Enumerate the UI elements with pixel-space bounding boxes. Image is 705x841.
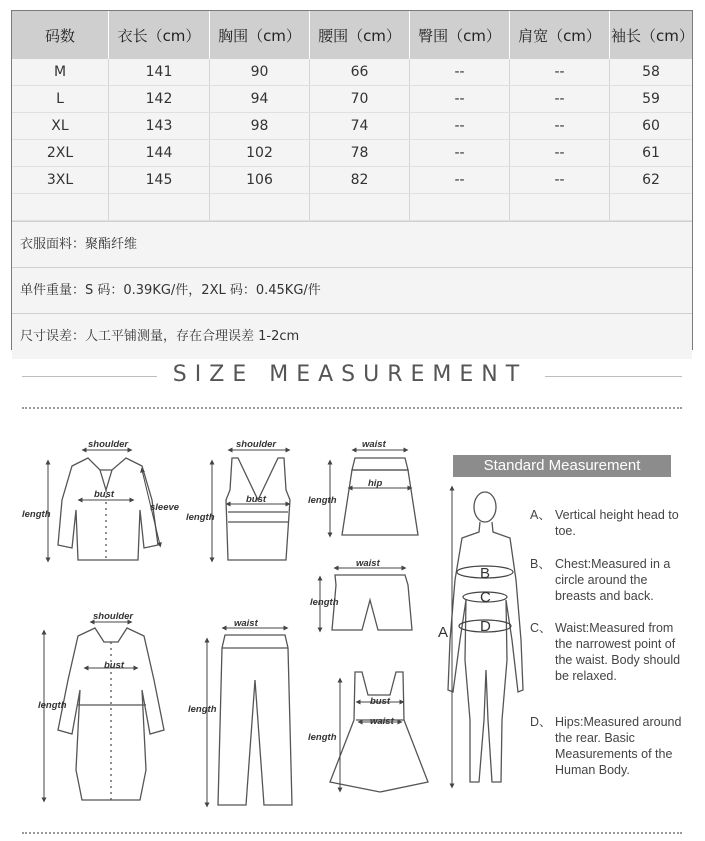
blouse-shoulder-label: shoulder <box>88 439 129 450</box>
col-header-sleeve: 袖长（cm） <box>610 11 693 59</box>
col-header-shoulder: 肩宽（cm） <box>510 11 610 59</box>
table-cell: 60 <box>610 113 693 140</box>
table-cell: 98 <box>210 113 310 140</box>
table-cell: -- <box>510 140 610 167</box>
standard-item-d <box>530 714 690 778</box>
dress-length-label: length <box>308 732 337 743</box>
table-cell: L <box>12 86 109 113</box>
coat-drawing <box>58 628 164 800</box>
section-heading: SIZE MEASUREMENT <box>172 362 528 387</box>
body-figure-drawing <box>448 492 523 782</box>
trousers-drawing <box>218 635 292 805</box>
standard-item-letter: C、 <box>530 621 552 635</box>
table-cell: 142 <box>109 86 210 113</box>
col-header-waist: 腰围（cm） <box>310 11 410 59</box>
table-cell: 106 <box>210 167 310 194</box>
table-cell: -- <box>410 59 510 86</box>
tank-bust-label: bust <box>246 494 267 505</box>
table-cell: 59 <box>610 86 693 113</box>
col-header-bust: 胸围（cm） <box>210 11 310 59</box>
table-cell: 3XL <box>12 167 109 194</box>
table-cell: 58 <box>610 59 693 86</box>
trousers-waist-label: waist <box>234 618 258 629</box>
table-cell: 78 <box>310 140 410 167</box>
table-cell: -- <box>410 86 510 113</box>
skirt-length-label: length <box>308 495 337 506</box>
table-cell: -- <box>510 167 610 194</box>
table-cell: 82 <box>310 167 410 194</box>
table-cell: 145 <box>109 167 210 194</box>
standard-item-text: Chest:Measured in a circle around the breasts and back. <box>555 557 671 603</box>
dress-drawing <box>330 672 428 792</box>
error-note: 尺寸误差：人工平铺测量，存在合理误差 1-2cm <box>12 313 692 359</box>
skirt-drawing <box>342 458 418 535</box>
table-cell: 102 <box>210 140 310 167</box>
blouse-sleeve-label: sleeve <box>150 502 180 513</box>
standard-item-text: Hips:Measured around the rear. Basic Measurements of the Human Body. <box>555 715 682 777</box>
table-cell: 2XL <box>12 140 109 167</box>
blouse-bust-label: bust <box>94 489 115 500</box>
tank-top-drawing <box>226 458 290 560</box>
table-cell: 141 <box>109 59 210 86</box>
fabric-note: 衣服面料：聚酯纤维 <box>12 221 692 267</box>
tank-shoulder-label: shoulder <box>236 439 277 450</box>
body-letter-c: C <box>480 589 491 606</box>
standard-item-c <box>530 620 690 684</box>
standard-measurement-title: Standard Measurement <box>453 455 671 477</box>
coat-length-label: length <box>38 700 67 711</box>
table-cell: 70 <box>310 86 410 113</box>
table-cell: -- <box>510 113 610 140</box>
col-header-hip: 臀围（cm） <box>410 11 510 59</box>
standard-item-letter: A、 <box>530 508 551 522</box>
coat-bust-label: bust <box>104 660 125 671</box>
standard-item-letter: B、 <box>530 557 551 571</box>
skirt-waist-label: waist <box>362 439 386 450</box>
table-cell: 62 <box>610 167 693 194</box>
dress-bust-label: bust <box>370 696 391 707</box>
standard-item-text: Waist:Measured from the narrowest point of the waist. Body should be relaxed. <box>555 621 681 683</box>
standard-item-text: Vertical height head to toe. <box>555 508 679 538</box>
table-cell: -- <box>510 86 610 113</box>
dress-waist-label: waist <box>370 716 394 727</box>
table-cell: 74 <box>310 113 410 140</box>
table-cell: -- <box>410 113 510 140</box>
table-cell: 144 <box>109 140 210 167</box>
tank-length-label: length <box>186 512 215 523</box>
table-cell: 90 <box>210 59 310 86</box>
blouse-length-label: length <box>22 509 51 520</box>
table-cell: -- <box>510 59 610 86</box>
table-cell: -- <box>410 167 510 194</box>
trousers-length-label: length <box>188 704 217 715</box>
body-letter-d: D <box>480 618 491 635</box>
table-cell: 61 <box>610 140 693 167</box>
coat-shoulder-label: shoulder <box>93 611 134 622</box>
body-letter-b: B <box>480 565 491 582</box>
weight-note: 单件重量：S 码：0.39KG/件，2XL 码：0.45KG/件 <box>12 267 692 313</box>
shorts-waist-label: waist <box>356 558 380 569</box>
table-cell: 143 <box>109 113 210 140</box>
table-cell: XL <box>12 113 109 140</box>
standard-item-a <box>530 507 690 539</box>
col-header-size: 码数 <box>12 11 109 59</box>
shorts-drawing <box>332 575 412 630</box>
table-cell: 94 <box>210 86 310 113</box>
standard-item-letter: D、 <box>530 715 552 729</box>
skirt-hip-label: hip <box>368 478 383 489</box>
shorts-length-label: length <box>310 597 339 608</box>
table-cell: M <box>12 59 109 86</box>
table-cell: 66 <box>310 59 410 86</box>
body-letter-a: A <box>438 624 449 641</box>
standard-item-b <box>530 556 690 604</box>
table-cell: -- <box>410 140 510 167</box>
col-header-length: 衣长（cm） <box>109 11 210 59</box>
